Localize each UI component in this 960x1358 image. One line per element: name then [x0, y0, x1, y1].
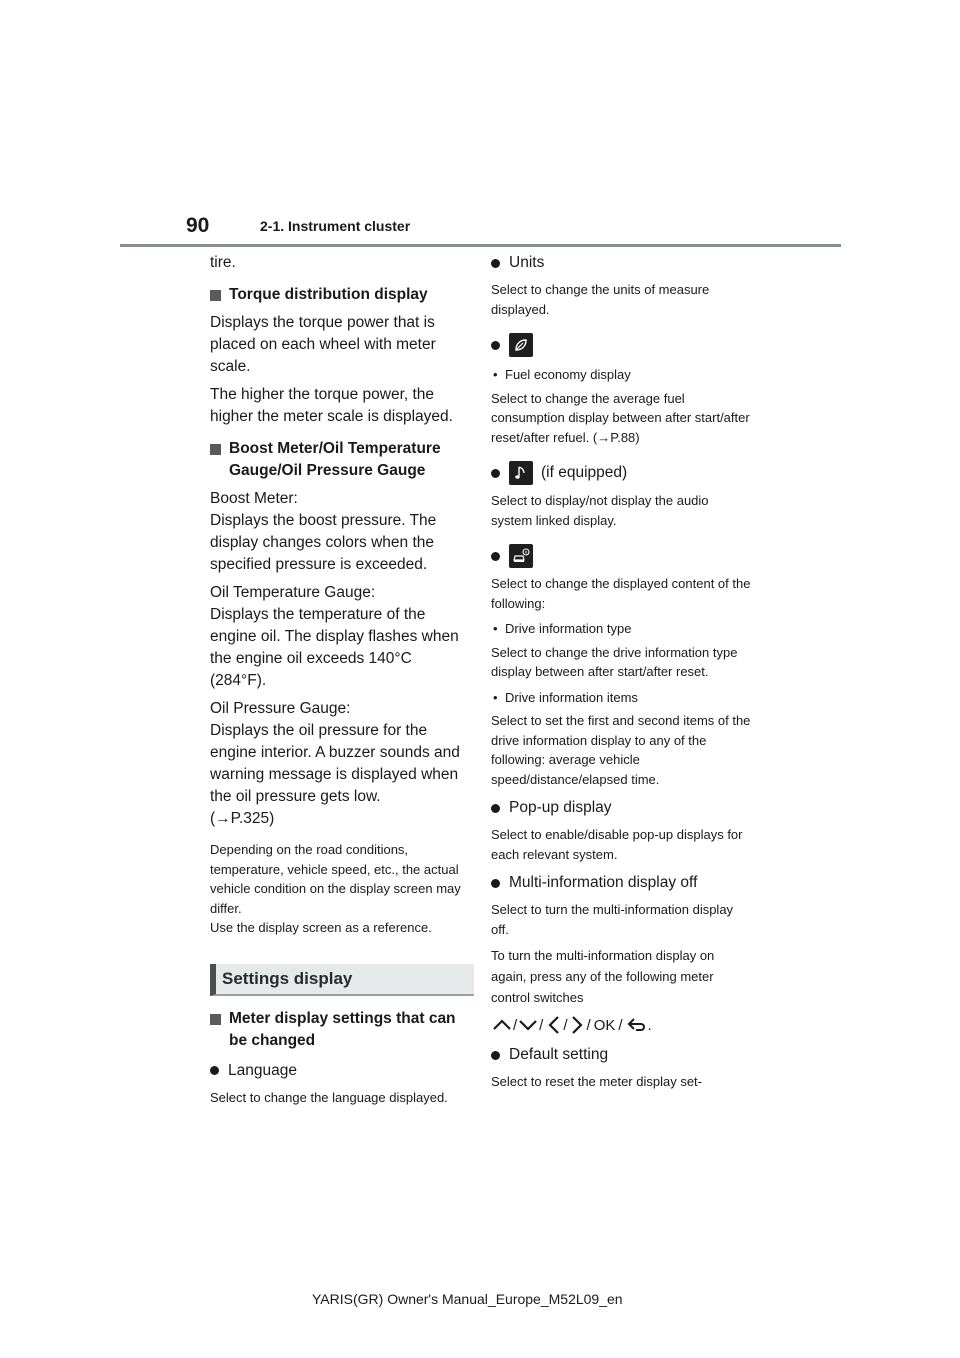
- popup-text: Select to enable/disable pop-up displays for each relevant system.: [491, 827, 743, 862]
- drive-text: Select to change the displayed content of the following:: [491, 576, 751, 611]
- bullet-dot-icon: [491, 804, 500, 813]
- mid-off-bullet: Multi-information display off: [491, 872, 751, 894]
- drive-type-text: Select to change the drive information type display between after start/after reset.: [491, 644, 738, 679]
- left-column: [210, 252, 472, 1113]
- bullet-dot-icon: [491, 879, 500, 888]
- torque-heading: Torque distribution display: [210, 284, 472, 306]
- drive-items-text: Select to set the first and second items of the drive information display to any of the following: average vehicle speed/distance/elapsed time.: [491, 713, 751, 787]
- footer-manual-id: YARIS(GR) Owner's Manual_Europe_M52L09_en: [312, 1291, 623, 1307]
- down-arrow-icon: [517, 1018, 539, 1032]
- eco-sub-item: • Fuel economy display: [493, 367, 631, 382]
- bullet-dot-icon: [491, 341, 500, 350]
- square-bullet-icon: [210, 1014, 221, 1025]
- bullet-dot-icon: [491, 1051, 500, 1060]
- left-arrow-icon: [547, 1014, 561, 1036]
- default-text: Select to reset the meter display set-: [491, 1074, 702, 1089]
- header-rule: [120, 244, 841, 247]
- note-paragraph: Depending on the road conditions, temperature, vehicle speed, etc., the actual vehicle condition on the display screen may differ. Use the display screen as a reference.: [210, 842, 461, 935]
- audio-bullet: (if equipped): [491, 461, 751, 485]
- drive-bullet: [491, 544, 751, 568]
- drive-items-sub: • Drive information items: [493, 689, 638, 705]
- bullet-dot-icon: [491, 469, 500, 478]
- bullet-dot-icon: [491, 552, 500, 561]
- eco-bullet: [491, 333, 751, 357]
- music-note-icon: [509, 461, 533, 485]
- audio-text: Select to display/not display the audio system linked display.: [491, 493, 709, 528]
- language-bullet: Language: [210, 1060, 472, 1082]
- eco-leaf-icon: [509, 333, 533, 357]
- up-arrow-icon: [491, 1018, 513, 1032]
- square-bullet-icon: [210, 290, 221, 301]
- square-bullet-icon: [210, 444, 221, 455]
- settings-display-banner: Settings display: [210, 964, 474, 996]
- units-bullet: Units: [491, 252, 751, 274]
- car-info-icon: [509, 544, 533, 568]
- tire-end-text: tire.: [210, 254, 236, 271]
- language-text: Select to change the language displayed.: [210, 1089, 448, 1105]
- bullet-dot-icon: [491, 259, 500, 268]
- section-title: 2-1. Instrument cluster: [260, 218, 411, 234]
- default-bullet: Default setting: [491, 1044, 751, 1066]
- mid-off-text: Select to turn the multi-information display off.: [491, 902, 734, 937]
- bullet-dot-icon: [210, 1066, 219, 1075]
- boost-heading: Boost Meter/Oil Temperature Gauge/Oil Pressure Gauge: [210, 438, 472, 482]
- oiltemp-paragraph: Oil Temperature Gauge: Displays the temperature of the engine oil. The display flashes when the engine oil exceeds 140°C (284°F).: [210, 584, 459, 689]
- page-number: 90: [186, 214, 210, 237]
- drive-type-sub: • Drive information type: [493, 621, 632, 636]
- torque-p1: Displays the torque power that is placed on each wheel with meter scale.: [210, 314, 436, 375]
- meter-settings-heading: Meter display settings that can be changed: [210, 1008, 472, 1052]
- boost-paragraph: Boost Meter: Displays the boost pressure. The display changes colors when the specified pressure is exceeded.: [210, 490, 437, 573]
- right-arrow-icon: [570, 1014, 584, 1036]
- ok-label: OK: [593, 1016, 616, 1034]
- back-arrow-icon: [626, 1017, 648, 1033]
- right-column: [491, 252, 751, 1098]
- torque-p2: The higher the torque power, the higher the meter scale is displayed.: [210, 386, 453, 425]
- units-text: Select to change the units of measure displayed.: [491, 282, 710, 317]
- popup-bullet: Pop-up display: [491, 797, 751, 819]
- mid-on-text: To turn the multi-information display on again, press any of the following meter control switches: [491, 948, 715, 1005]
- oilpress-paragraph: Oil Pressure Gauge: Displays the oil pressure for the engine interior. A buzzer sounds and warning message is displayed when the oil pressure gets low. (→P.325): [210, 700, 460, 827]
- eco-text: Select to change the average fuel consumption display between after start/after reset/after refuel. (→P.88): [491, 390, 750, 445]
- meter-switch-row: / / / / OK / .: [491, 1014, 751, 1036]
